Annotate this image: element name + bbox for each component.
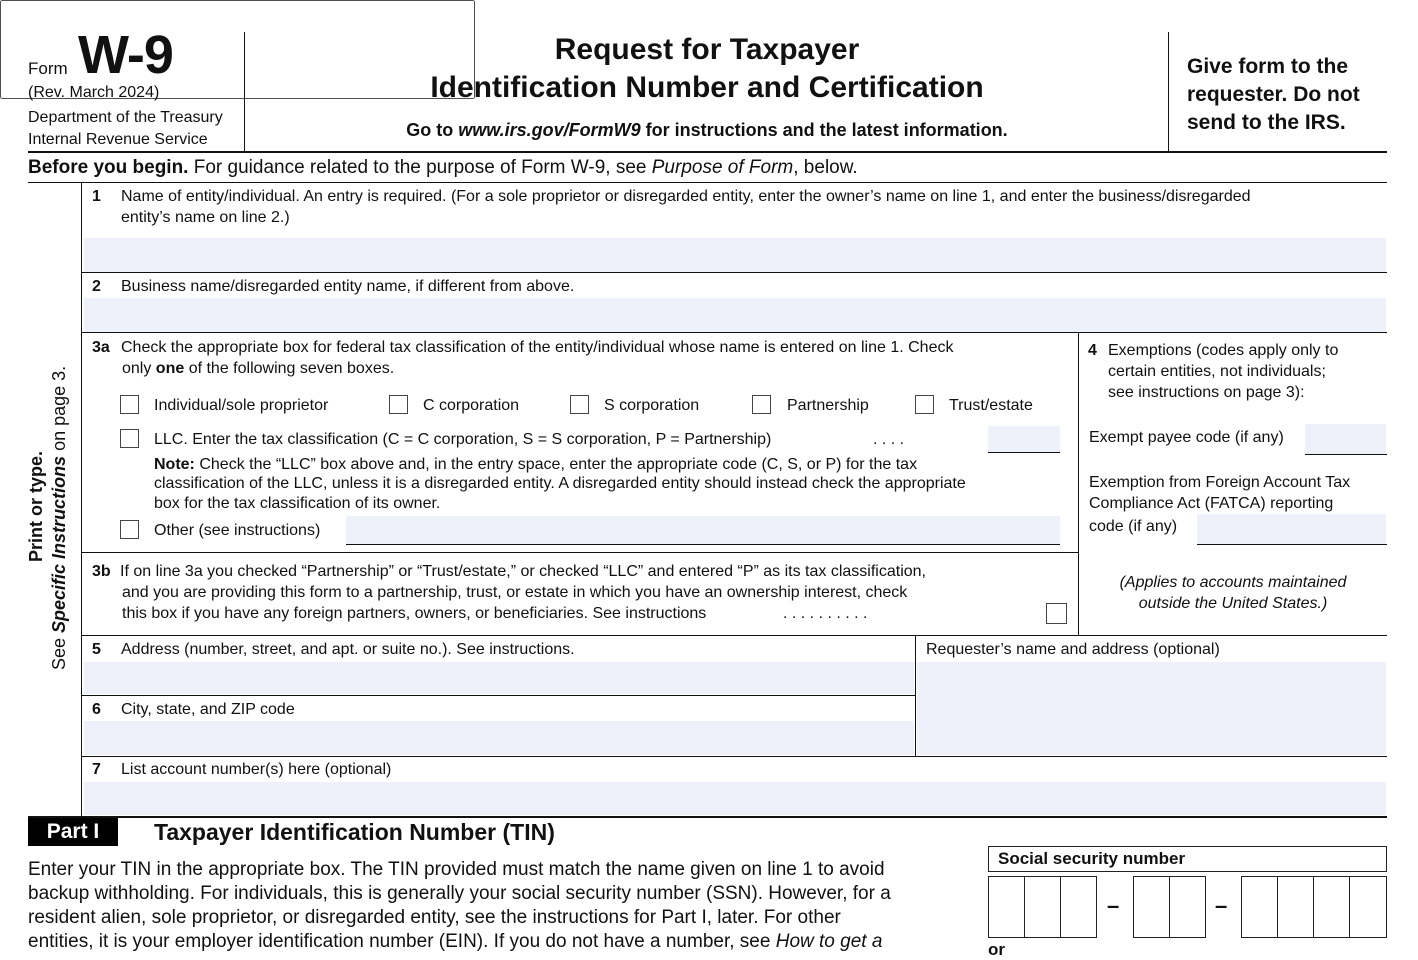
option-c-corporation: C corporation [423, 397, 520, 414]
before-end: , below. [793, 157, 858, 178]
option-individual: Individual/sole proprietor [154, 397, 329, 414]
fatca-code-input[interactable] [1197, 514, 1386, 544]
option-s-corporation: S corporation [604, 397, 700, 414]
line1-number: 1 [92, 188, 101, 205]
account-numbers-input[interactable] [84, 782, 1386, 815]
part1-para-3: resident alien, sole proprietor, or disregarded entity, see the instructions for Part I, later. For other [28, 907, 841, 928]
applies-note-2: outside the United States.) [1138, 595, 1328, 612]
line6-rule [82, 756, 1387, 757]
city-state-zip-input[interactable] [84, 721, 914, 755]
line5-number: 5 [92, 641, 101, 658]
line1-name-input[interactable] [84, 238, 1386, 272]
instructions-link-line [246, 120, 1168, 141]
sidebar-print-type [26, 330, 70, 670]
ssn-dash-1: – [1107, 893, 1120, 918]
purpose-of-form-ref: Purpose of Form [651, 157, 794, 178]
line3b-leader-dots: . . . . . . . . . . [783, 605, 868, 622]
line3a-label-cont [122, 360, 394, 378]
part1-para-2: backup withholding. For individuals, this is generally your social security number (SSN). However, for a [28, 883, 891, 904]
part1-title: Taxpayer Identification Number (TIN) [154, 819, 555, 845]
part1-para-1: Enter your TIN in the appropriate box. The TIN provided must match the name given on line 1 to avoid [28, 859, 885, 880]
line4-divider [1078, 333, 1079, 635]
ssn-digit-2[interactable] [1024, 876, 1061, 938]
checkbox-trust-estate[interactable] [915, 395, 934, 414]
line4-text-2: certain entities, not individuals; [1108, 363, 1326, 380]
revision-date: (Rev. March 2024) [28, 84, 160, 101]
line3a-seven-boxes: of the following seven boxes. [184, 360, 395, 377]
sidebar-divider [81, 183, 82, 816]
checkbox-individual[interactable] [120, 395, 139, 414]
sidebar-see [49, 330, 70, 670]
header-bottom-rule [28, 151, 1387, 153]
ssn-digit-7[interactable] [1277, 876, 1314, 938]
line7-label: List account number(s) here (optional) [121, 761, 392, 778]
goto-prefix: Go to [406, 120, 459, 140]
checkbox-s-corporation[interactable] [570, 395, 589, 414]
before-you-begin [28, 157, 858, 179]
line3b-text-2: and you are providing this form to a partnership, trust, or estate in which you have an ownership interest, check [122, 584, 908, 601]
line3a-one: one [155, 360, 185, 377]
llc-code-rule [988, 452, 1060, 453]
line2-business-input[interactable] [84, 298, 1386, 332]
give-line-3: send to the IRS. [1187, 111, 1346, 134]
or-label: or [988, 940, 1005, 959]
line4-number: 4 [1088, 342, 1097, 359]
give-form-note [1187, 53, 1360, 137]
give-line-2: requester. Do not [1187, 83, 1360, 106]
ssn-digit-4[interactable] [1133, 876, 1170, 938]
option-llc: LLC. Enter the tax classification (C = C corporation, S = S corporation, P = Partnership) [154, 431, 772, 448]
llc-note-line2: classification of the LLC, unless it is a disregarded entity. A disregarded entity should instead check the appropriate [154, 475, 966, 492]
form-label: Form [28, 59, 68, 78]
before-rule [28, 182, 1387, 183]
llc-note-line1 [154, 456, 917, 474]
checkbox-c-corporation[interactable] [389, 395, 408, 414]
line5-label: Address (number, street, and apt. or suite no.). See instructions. [121, 641, 575, 658]
give-line-1: Give form to the [1187, 55, 1349, 78]
line7-number: 7 [92, 761, 101, 778]
ssn-digit-9[interactable] [1349, 876, 1387, 938]
line6-number: 6 [92, 701, 101, 718]
fatca-label-2: Compliance Act (FATCA) reporting [1089, 495, 1334, 512]
line3b-number: 3b [92, 563, 111, 580]
how-to-get-ref: How to get a [775, 931, 883, 952]
llc-note-line3: box for the tax classification of its owner. [154, 495, 441, 512]
ssn-dash-2: – [1215, 893, 1228, 918]
line3a-rule [82, 552, 1079, 553]
part1-label: Part I [46, 820, 100, 843]
checkbox-partnership[interactable] [752, 395, 771, 414]
irs-url-link[interactable]: www.irs.gov/FormW9 [458, 120, 641, 140]
ssn-digit-5[interactable] [1169, 876, 1206, 938]
line3b-text-1: If on line 3a you checked “Partnership” or “Trust/estate,” or checked “LLC” and entered “P” as its tax classification, [120, 563, 926, 580]
fatca-label-3: code (if any) [1089, 518, 1178, 535]
line2-rule [82, 332, 1387, 333]
option-trust-estate: Trust/estate [949, 397, 1033, 414]
ssn-label: Social security number [998, 849, 1186, 868]
title-line-1: Request for Taxpayer [554, 33, 860, 66]
other-rule [346, 544, 1060, 545]
line3a-only: only [122, 360, 156, 377]
fatca-code-rule [1197, 544, 1387, 545]
line3a-number: 3a [92, 339, 110, 356]
requester-label: Requester’s name and address (optional) [926, 641, 1220, 658]
requester-divider [915, 636, 916, 756]
ssn-digit-8[interactable] [1313, 876, 1350, 938]
checkbox-foreign-partners[interactable] [1046, 603, 1067, 624]
note-text-1: Check the “LLC” box above and, in the entry space, enter the appropriate code (C, S, or P) for the tax [194, 456, 918, 473]
sidebar-page: on page 3. [49, 365, 69, 456]
before-text: For guidance related to the purpose of Form W-9, see [188, 157, 652, 178]
line2-label: Business name/disregarded entity name, if different from above. [121, 278, 575, 295]
line2-number: 2 [92, 278, 101, 295]
address-input[interactable] [84, 662, 914, 694]
part1-para-4-text: entities, it is your employer identification number (EIN). If you do not have a number, see [28, 931, 776, 952]
title-line-2: Identification Number and Certification [430, 71, 984, 104]
line1-label: Name of entity/individual. An entry is required. (For a sole proprietor or disregarded entity, enter the owner’s name on line 1, and enter the business/disregarded [121, 188, 1251, 205]
requester-field-bg [917, 662, 1386, 755]
line1-rule [82, 272, 1387, 273]
ssn-digit-6[interactable] [1241, 876, 1278, 938]
line5-rule [82, 695, 915, 696]
department: Department of the Treasury [28, 109, 223, 126]
line1-label-cont: entity’s name on line 2.) [121, 209, 290, 226]
sidebar-specific: Specific Instructions [49, 455, 69, 633]
line4-text-3: see instructions on page 3): [1108, 384, 1305, 401]
irs-agency: Internal Revenue Service [28, 131, 208, 148]
checkbox-other[interactable] [120, 520, 139, 539]
form-number: W-9 [78, 25, 173, 85]
other-instructions-input[interactable] [346, 516, 1060, 544]
sidebar-print: Print or type. [26, 450, 46, 562]
header-divider-left [244, 32, 245, 151]
applies-note-1: (Applies to accounts maintained [1119, 574, 1347, 591]
line3b-rule [82, 635, 1387, 636]
ssn-digit-3[interactable] [1060, 876, 1097, 938]
line3a-label: Check the appropriate box for federal tax classification of the entity/individual whose name is entered on line 1. Check [121, 339, 954, 356]
line4-text-1: Exemptions (codes apply only to [1108, 342, 1339, 359]
llc-leader-dots: . . . . [873, 431, 905, 448]
exempt-payee-label: Exempt payee code (if any) [1089, 429, 1284, 446]
option-other: Other (see instructions) [154, 522, 321, 539]
goto-suffix: for instructions and the latest information. [640, 120, 1008, 140]
sidebar-see-label: See [49, 632, 69, 670]
line6-label: City, state, and ZIP code [121, 701, 295, 718]
exempt-payee-rule [1305, 454, 1387, 455]
exempt-payee-input[interactable] [1305, 424, 1386, 454]
header-divider-right [1168, 32, 1169, 151]
ssn-digit-1[interactable] [988, 876, 1025, 938]
checkbox-llc[interactable] [120, 429, 139, 448]
before-bold: Before you begin. [28, 157, 189, 178]
note-bold: Note: [154, 456, 195, 473]
fatca-label-1: Exemption from Foreign Account Tax [1089, 474, 1351, 491]
llc-code-input[interactable] [988, 426, 1060, 452]
line3b-text-3: this box if you have any foreign partners, owners, or beneficiaries. See instructions [122, 605, 707, 622]
option-partnership: Partnership [787, 397, 869, 414]
